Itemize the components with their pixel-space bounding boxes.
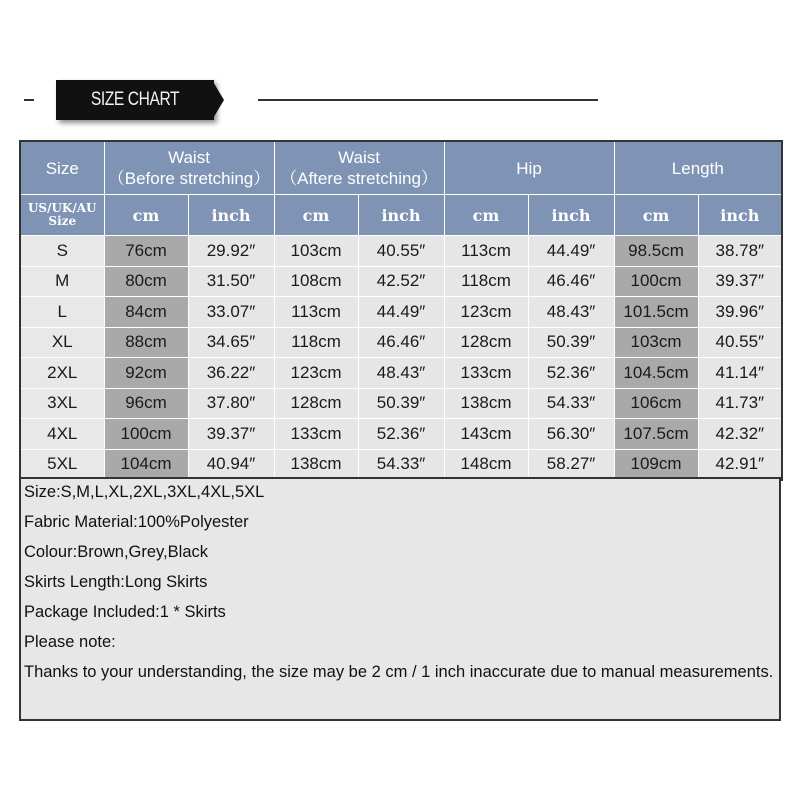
- header-length: [614, 141, 782, 195]
- table-row: [20, 419, 782, 450]
- cell-hip-cm: 143cm: [444, 419, 528, 450]
- cell-waist2-in: 50.39″: [358, 388, 444, 419]
- cell-waist2-cm: 128cm: [274, 388, 358, 419]
- unit-cm: cm: [614, 195, 698, 236]
- cell-waist2-in: 40.55″: [358, 236, 444, 267]
- table-row: [20, 327, 782, 358]
- cell-waist-in: 37.80″: [188, 388, 274, 419]
- cell-hip-in: 44.49″: [528, 236, 614, 267]
- info-line: Colour:Brown,Grey,Black: [24, 543, 209, 561]
- cell-waist2-cm: 103cm: [274, 236, 358, 267]
- cell-waist-cm: 92cm: [104, 358, 188, 389]
- cell-hip-cm: 148cm: [444, 449, 528, 480]
- cell-hip-cm: 128cm: [444, 327, 528, 358]
- cell-len-in: 40.55″: [698, 327, 782, 358]
- header-waist-before: [104, 141, 274, 195]
- cell-len-cm: 106cm: [614, 388, 698, 419]
- cell-size: 2XL: [20, 358, 104, 389]
- group-name: Waist: [168, 148, 210, 167]
- title-dash: [24, 99, 34, 101]
- unit-cm: cm: [444, 195, 528, 236]
- cell-hip-cm: 123cm: [444, 297, 528, 328]
- unit-inch: inch: [188, 195, 274, 236]
- table-row: [20, 236, 782, 267]
- header-row-units: [20, 195, 782, 236]
- unit-cm: cm: [104, 195, 188, 236]
- table-row: [20, 388, 782, 419]
- cell-waist-cm: 76cm: [104, 236, 188, 267]
- cell-hip-cm: 118cm: [444, 266, 528, 297]
- cell-len-cm: 109cm: [614, 449, 698, 480]
- banner-title: SIZE CHART: [90, 89, 180, 110]
- cell-len-in: 41.14″: [698, 358, 782, 389]
- unit-cm: cm: [274, 195, 358, 236]
- cell-len-cm: 101.5cm: [614, 297, 698, 328]
- cell-waist2-in: 44.49″: [358, 297, 444, 328]
- group-sub: （Before stretching）: [107, 169, 271, 188]
- cell-waist2-in: 42.52″: [358, 266, 444, 297]
- cell-hip-in: 52.36″: [528, 358, 614, 389]
- size-rows: [20, 236, 782, 481]
- cell-len-cm: 103cm: [614, 327, 698, 358]
- info-line: Package Included:1 * Skirts: [24, 603, 226, 621]
- cell-hip-cm: 138cm: [444, 388, 528, 419]
- cell-hip-in: 48.43″: [528, 297, 614, 328]
- cell-waist-in: 33.07″: [188, 297, 274, 328]
- info-line: Thanks to your understanding, the size may be 2 cm / 1 inch inaccurate due to manual measurements.: [24, 663, 774, 681]
- info-line: Size:S,M,L,XL,2XL,3XL,4XL,5XL: [24, 483, 265, 501]
- cell-hip-in: 58.27″: [528, 449, 614, 480]
- cell-hip-cm: 113cm: [444, 236, 528, 267]
- unit-inch: inch: [358, 195, 444, 236]
- cell-waist-in: 39.37″: [188, 419, 274, 450]
- cell-size: L: [20, 297, 104, 328]
- cell-hip-in: 54.33″: [528, 388, 614, 419]
- cell-hip-cm: 133cm: [444, 358, 528, 389]
- info-line: Skirts Length:Long Skirts: [24, 573, 208, 591]
- cell-len-in: 38.78″: [698, 236, 782, 267]
- cell-size: 5XL: [20, 449, 104, 480]
- cell-len-in: 39.96″: [698, 297, 782, 328]
- header-waist-after: [274, 141, 444, 195]
- cell-waist2-in: 52.36″: [358, 419, 444, 450]
- table-row: [20, 266, 782, 297]
- header-us-size: [20, 195, 104, 236]
- cell-size: 4XL: [20, 419, 104, 450]
- cell-waist-in: 31.50″: [188, 266, 274, 297]
- cell-waist-cm: 96cm: [104, 388, 188, 419]
- cell-waist-in: 29.92″: [188, 236, 274, 267]
- cell-waist-cm: 100cm: [104, 419, 188, 450]
- info-line: Please note:: [24, 633, 116, 651]
- cell-hip-in: 56.30″: [528, 419, 614, 450]
- cell-waist-cm: 104cm: [104, 449, 188, 480]
- unit-inch: inch: [528, 195, 614, 236]
- cell-size: M: [20, 266, 104, 297]
- cell-len-in: 42.32″: [698, 419, 782, 450]
- cell-waist-cm: 84cm: [104, 297, 188, 328]
- size-chart-banner: [56, 80, 226, 120]
- cell-len-in: 41.73″: [698, 388, 782, 419]
- cell-size: S: [20, 236, 104, 267]
- cell-waist2-cm: 133cm: [274, 419, 358, 450]
- cell-len-cm: 98.5cm: [614, 236, 698, 267]
- info-line: Fabric Material:100%Polyester: [24, 513, 249, 531]
- cell-size: 3XL: [20, 388, 104, 419]
- header-hip: [444, 141, 614, 195]
- header-size: Size: [20, 141, 104, 195]
- group-sub: （Aftere stretching）: [280, 169, 438, 188]
- cell-len-cm: 100cm: [614, 266, 698, 297]
- cell-size: XL: [20, 327, 104, 358]
- group-name: Length: [671, 158, 724, 178]
- unit-inch: inch: [698, 195, 782, 236]
- us-label-line1: US/UK/AU: [27, 201, 97, 215]
- cell-waist2-cm: 108cm: [274, 266, 358, 297]
- table-row: [20, 297, 782, 328]
- cell-waist2-cm: 113cm: [274, 297, 358, 328]
- cell-waist-in: 36.22″: [188, 358, 274, 389]
- cell-waist-in: 40.94″: [188, 449, 274, 480]
- cell-len-in: 42.91″: [698, 449, 782, 480]
- cell-waist2-in: 54.33″: [358, 449, 444, 480]
- cell-waist-in: 34.65″: [188, 327, 274, 358]
- group-name: Waist: [338, 148, 380, 167]
- table-row: [20, 449, 782, 480]
- cell-waist-cm: 80cm: [104, 266, 188, 297]
- cell-waist2-cm: 123cm: [274, 358, 358, 389]
- cell-hip-in: 46.46″: [528, 266, 614, 297]
- table-row: [20, 358, 782, 389]
- cell-waist2-in: 48.43″: [358, 358, 444, 389]
- cell-waist2-in: 46.46″: [358, 327, 444, 358]
- cell-waist2-cm: 118cm: [274, 327, 358, 358]
- banner-arrow: [212, 80, 224, 120]
- cell-len-cm: 104.5cm: [614, 358, 698, 389]
- cell-len-cm: 107.5cm: [614, 419, 698, 450]
- us-label-line2: Size: [48, 214, 77, 228]
- cell-waist-cm: 88cm: [104, 327, 188, 358]
- cell-hip-in: 50.39″: [528, 327, 614, 358]
- cell-len-in: 39.37″: [698, 266, 782, 297]
- cell-waist2-cm: 138cm: [274, 449, 358, 480]
- size-table: [19, 140, 783, 481]
- title-rule: [258, 99, 598, 101]
- product-info-box: [19, 477, 781, 721]
- header-row-groups: [20, 141, 782, 195]
- group-name: Hip: [516, 158, 542, 178]
